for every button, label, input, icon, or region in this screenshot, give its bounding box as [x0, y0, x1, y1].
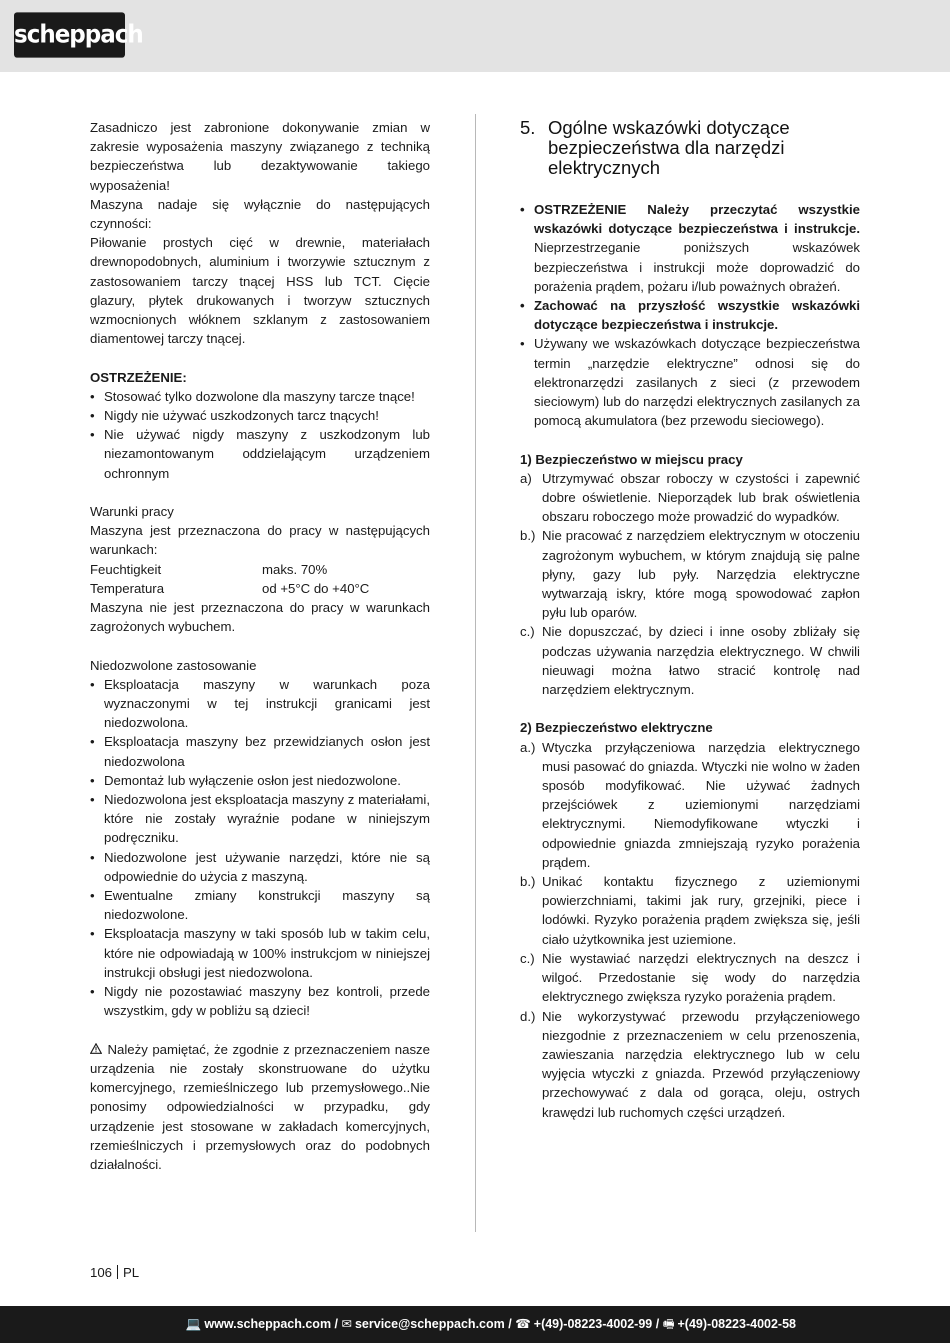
list-item: b.) Nie pracować z narzędziem elektrycznym w otoczeniu zagrożonym wybuchem, w którym znajdują się palne płyny, gazy lub pyły. Narzędzia elektryczne wytwarzają iskry, które mogą spowodować zapłon pyłu lub oparów.	[520, 528, 860, 621]
email-icon: ✉	[341, 1317, 352, 1331]
condition-row	[90, 560, 430, 579]
subsection-title-electrical: 2) Bezpieczeństwo elektryczne	[520, 720, 713, 736]
footer-fax: +(49)-08223-4002-58	[677, 1317, 796, 1331]
scheppach-logo: scheppach	[14, 12, 125, 57]
warning-triangle-icon	[90, 1040, 103, 1059]
list-item: • OSTRZEŻENIE Należy przeczytać wszystkie wskazówki dotyczące bezpieczeństwa i instrukcje. Nieprzestrzeganie poniższych wskazówek bezpieczeństwa i instrukcji może doprowadzić do porażenia prądem, pożaru i/lub poważnych obrażeń.	[520, 202, 860, 294]
list-item: • Używany we wskazówkach dotyczące bezpieczeństwa termin „narzędzie elektryczne” odnosi się do elektronarzędzi zasilanych z sieci (z przewodem sieciowym) lub do narzędzi elektrycznych zasilanych za pomocą akumulatora (bez przewodu sieciowego).	[520, 336, 860, 429]
footer-email[interactable]: service@scheppach.com /	[354, 1317, 512, 1331]
list-item: • Eksploatacja maszyny w taki sposób lub w takim celu, które nie odpowiadają w 100% instrukcjom w niniejszej instrukcji obsługi jest niedozwolona.	[90, 926, 430, 980]
warning-title: OSTRZEŻENIE:	[90, 369, 187, 385]
list-item: • Demontaż lub wyłączenie osłon jest niedozwolone.	[90, 772, 401, 788]
workplace-list	[520, 469, 860, 699]
use-line: Maszyna nadaje się wyłącznie do następujących czynności:	[90, 196, 430, 232]
footer-phone: +(49)-08223-4002-99 /	[533, 1317, 660, 1331]
condition-label: Feuchtigkeit	[90, 561, 162, 577]
right-column	[520, 118, 860, 1122]
list-item: a.) Wtyczka przyłączeniowa narzędzia elektrycznego musi pasować do gniazda. Wtyczki nie wolno w żaden sposób modyfikować. Nie używać żadnych przejściówek z uziemionymi narzędziami elektrycznymi. Niemodyfikowane wtyczki i odpowiednie gniazda zmniejszają ryzyko porażenia prądem.	[520, 739, 860, 870]
page-number: 106 PL	[90, 1265, 140, 1280]
list-item: • Nigdy nie używać uszkodzonych tarcz tnących!	[90, 408, 379, 424]
list-item: • Stosować tylko dozwolone dla maszyny tarcze tnące!	[90, 388, 415, 404]
list-item: • Eksploatacja maszyny bez przewidzianych osłon jest niedozwolona	[90, 734, 430, 769]
section-title: Ogólne wskazówki dotyczące bezpieczeństwa dla narzędzi elektrycznych	[548, 117, 790, 178]
list-item: • Niedozwolone jest używanie narzędzi, które nie są odpowiednie do użycia z maszyną.	[90, 849, 430, 884]
list-item: • Eksploatacja maszyny w warunkach poza wyznaczonymi w tej instrukcji granicami jest niedozwolona.	[90, 676, 430, 731]
list-item: • Nigdy nie pozostawiać maszyny bez kontroli, przede wszystkim, gdy w pobliżu są dzieci!	[90, 984, 430, 1019]
header-band	[0, 0, 950, 72]
prohibited-list	[90, 675, 430, 1021]
left-column	[90, 118, 430, 1174]
condition-row	[90, 579, 430, 598]
phone-icon: ☎	[515, 1317, 531, 1331]
electrical-list	[520, 738, 860, 1122]
list-item: • Zachować na przyszłość wszystkie wskazówki dotyczące bezpieczeństwa i instrukcje.	[520, 298, 860, 333]
footer-contact-band	[0, 1306, 950, 1343]
list-item: c.) Nie dopuszczać, by dzieci i inne osoby zbliżały się podczas używania narzędzia elektrycznego. W chwili nieuwagi można łatwo stracić kontrolę nad narzędziem elektrycznym.	[520, 624, 860, 698]
conditions-text: Maszyna jest przeznaczona do pracy w następujących warunkach:	[90, 523, 430, 558]
condition-label: Temperatura	[90, 580, 165, 596]
footer-web[interactable]: www.scheppach.com /	[204, 1317, 339, 1331]
section-number: 5.	[520, 117, 536, 138]
intro-paragraph: Zasadniczo jest zabronione dokonywanie zmian w zakresie wyposażenia maszyny związanego z techniką bezpieczeństwa lub dezaktywowanie takiego wyposażenia!	[90, 120, 430, 193]
fax-icon: 🖷	[662, 1317, 675, 1331]
section-heading	[520, 118, 860, 178]
computer-icon: 💻	[185, 1317, 202, 1331]
list-item: d.) Nie wykorzystywać przewodu przyłączeniowego niezgodnie z przeznaczeniem w celu przenoszenia, zawieszania narzędzia elektrycznego lub w celu wyjęcia wtyczki z gniazda. Przewód przyłączeniowy przechowywać z dala od gorąca, oleju, ostrych krawędzi lub ruchomych części urządzeń.	[520, 1008, 860, 1120]
conditions-note: Maszyna nie jest przeznaczona do pracy w warunkach zagrożonych wybuchem.	[90, 600, 430, 635]
list-item: • Nie używać nigdy maszyny z uszkodzonym lub niezamontowanym oddzielającym urządzeniem ochronnym	[90, 427, 430, 481]
warning-list	[90, 387, 430, 483]
notice-paragraph: Należy pamiętać, że zgodnie z przeznaczeniem nasze urządzenia nie zostały skonstruowane do użytku komercyjnego, rzemieślniczego lub przemysłowego..Nie ponosimy odpowiedzialności w przypadku, gdy urządzenie jest stosowane w zakładach komercyjnych, rzemieślniczych i przemysłowych oraz do podobnych działalności.	[90, 1041, 430, 1172]
condition-value: maks. 70%	[262, 561, 328, 577]
list-item: • Niedozwolona jest eksploatacja maszyny z materiałami, które nie zostały wyraźnie podane w niniejszym podręczniku.	[90, 792, 430, 846]
column-divider	[475, 114, 476, 1232]
condition-value: od +5°C do +40°C	[262, 580, 370, 596]
use-description: Piłowanie prostych cięć w drewnie, materiałach drewnopodobnych, aluminium i tworzywie sztucznym z zastosowaniem tarczy tnącej HSS lub TCT. Cięcie glazury, płytek drukowanych i tworzyw sztucznych wzmocnionych włóknem szklanym z zastosowaniem diamentowej tarczy tnącej.	[90, 235, 430, 347]
prohibited-title: Niedozwolone zastosowanie	[90, 657, 257, 673]
conditions-title: Warunki pracy	[90, 504, 174, 520]
list-item: b.) Unikać kontaktu fizycznego z uziemionymi powierzchniami, takimi jak rury, grzejniki, piece i lodówki. Ryzyko porażenia prądem zwiększa się, jeśli ciało użytkownika jest uziemione.	[520, 874, 860, 947]
list-item: c.) Nie wystawiać narzędzi elektrycznych na deszcz i wilgoć. Przedostanie się wody do narzędzia elektrycznego zwiększa ryzyko porażenia prądem.	[520, 950, 860, 1005]
subsection-title-workplace: 1) Bezpieczeństwo w miejscu pracy	[520, 451, 743, 467]
general-list	[520, 200, 860, 430]
list-item: a) Utrzymywać obszar roboczy w czystości i zapewnić dobre oświetlenie. Nieporządek lub brak oświetlenia obszaru roboczego może prowadzić do wypadków.	[520, 470, 860, 525]
list-item: • Ewentualne zmiany konstrukcji maszyny są niedozwolone.	[90, 888, 430, 923]
